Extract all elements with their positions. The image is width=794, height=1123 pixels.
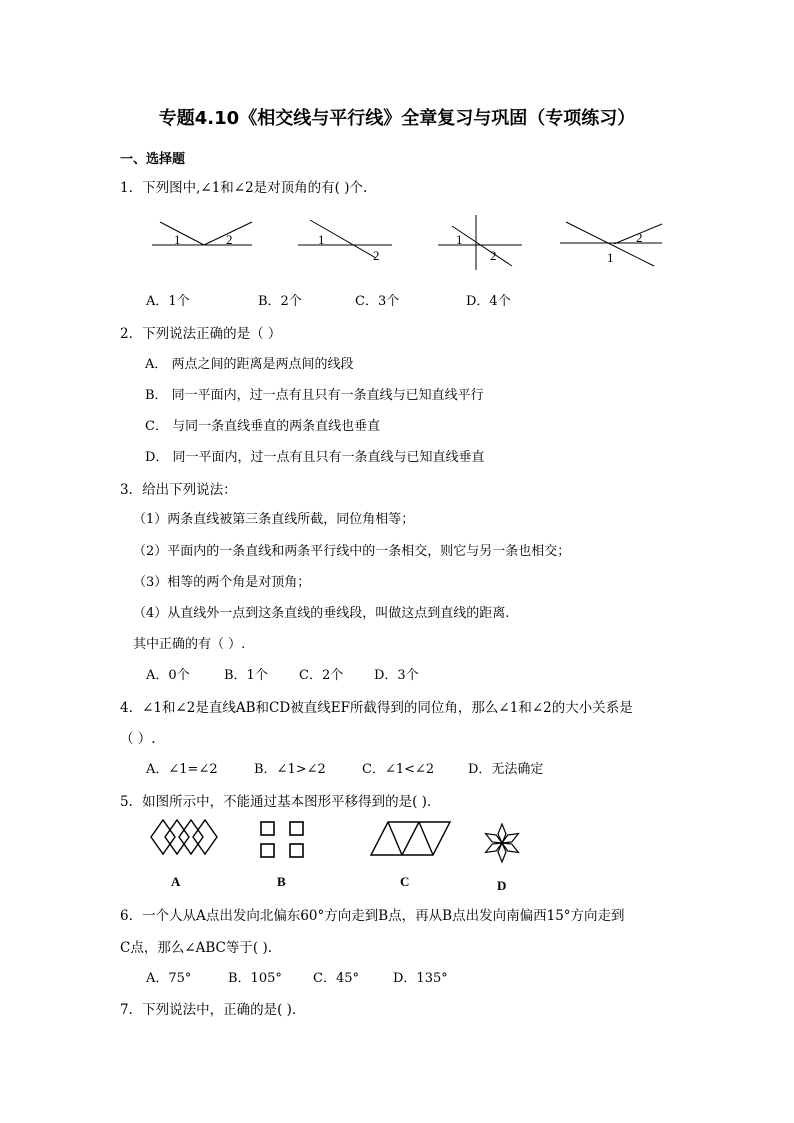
q1-figures bbox=[140, 210, 680, 270]
q1-figure-1 bbox=[152, 222, 252, 245]
q2-option-c[interactable]: C． 与同一条直线垂直的两条直线也垂直 bbox=[145, 419, 381, 434]
q4-stem-line2: （ ）. bbox=[120, 731, 156, 747]
q5-figure-a bbox=[151, 820, 217, 854]
q5-figure-b bbox=[261, 822, 303, 857]
q1-option-d[interactable]: D．4个 bbox=[466, 294, 511, 309]
q3-ask: 其中正确的有（ ）. bbox=[133, 637, 246, 652]
q2-option-a[interactable]: A． 两点之间的距离是两点间的线段 bbox=[145, 357, 354, 372]
q5-label-b: B bbox=[277, 874, 286, 889]
q1-option-c[interactable]: C．3个 bbox=[355, 294, 400, 309]
q3-option-a[interactable]: A．0个 bbox=[146, 668, 190, 683]
q6-option-c[interactable]: C．45° bbox=[313, 971, 359, 986]
q5-label-d: D bbox=[497, 878, 507, 893]
q4-option-d[interactable]: D．无法确定 bbox=[468, 762, 544, 777]
q1-fig4-label-1: 1 bbox=[607, 250, 614, 265]
q1-option-a[interactable]: A．1个 bbox=[146, 294, 190, 309]
q1-fig1-label-1: 1 bbox=[174, 232, 181, 247]
q6-option-b[interactable]: B．105° bbox=[228, 971, 282, 986]
q3-item-1: （1）两条直线被第三条直线所截，同位角相等； bbox=[133, 512, 415, 527]
q3-option-d[interactable]: D．3个 bbox=[374, 668, 419, 683]
q1-option-b[interactable]: B．2个 bbox=[258, 294, 302, 309]
q5-figures bbox=[140, 812, 540, 896]
q4-option-a[interactable]: A．∠1=∠2 bbox=[146, 762, 218, 777]
q5-label-c: C bbox=[400, 874, 410, 889]
q1-figure-3 bbox=[438, 215, 522, 270]
q3-option-b[interactable]: B．1个 bbox=[224, 668, 268, 683]
q7-stem: 7．下列说法中，正确的是( ). bbox=[120, 1002, 297, 1018]
q4-option-b[interactable]: B．∠1>∠2 bbox=[254, 762, 326, 777]
q3-item-4: （4）从直线外一点到这条直线的垂线段，叫做这点到直线的距离. bbox=[133, 606, 510, 621]
q3-option-c[interactable]: C．2个 bbox=[299, 668, 344, 683]
q1-fig2-label-2: 2 bbox=[373, 248, 380, 263]
q6-option-a[interactable]: A．75° bbox=[146, 971, 192, 986]
section-heading: 一、选择题 bbox=[120, 152, 186, 167]
q3-stem: 3．给出下列说法： bbox=[120, 482, 237, 498]
q4-stem-line1: 4．∠1和∠2是直线AB和CD被直线EF所截得到的同位角，那么∠1和∠2的大小关系是 bbox=[120, 700, 633, 716]
q6-option-d[interactable]: D．135° bbox=[393, 971, 448, 986]
q1-fig3-label-2: 2 bbox=[490, 248, 497, 263]
q1-fig3-label-1: 1 bbox=[456, 232, 463, 247]
q5-figure-c bbox=[371, 822, 450, 855]
q3-item-3: （3）相等的两个角是对顶角； bbox=[133, 575, 311, 590]
q1-stem: 1．下列图中,∠1和∠2是对顶角的有( )个. bbox=[120, 180, 368, 196]
q5-figure-d bbox=[484, 824, 521, 862]
q6-stem-line2: C点，那么∠ABC等于( ). bbox=[120, 940, 273, 956]
q3-item-2: （2）平面内的一条直线和两条平行线中的一条相交，则它与另一条也相交； bbox=[133, 544, 571, 559]
q2-option-d[interactable]: D． 同一平面内，过一点有且只有一条直线与已知直线垂直 bbox=[145, 450, 485, 465]
q1-fig4-label-2: 2 bbox=[636, 230, 643, 245]
q6-stem-line1: 6．一个人从A点出发向北偏东60°方向走到B点，再从B点出发向南偏西15°方向走到 bbox=[120, 908, 625, 924]
page-title: 专题4.10《相交线与平行线》全章复习与巩固（专项练习） bbox=[158, 108, 636, 129]
q2-option-b[interactable]: B． 同一平面内，过一点有且只有一条直线与已知直线平行 bbox=[145, 388, 484, 403]
q1-fig2-label-1: 1 bbox=[318, 232, 325, 247]
q5-label-a: A bbox=[171, 874, 181, 889]
q4-option-c[interactable]: C．∠1<∠2 bbox=[362, 762, 435, 777]
q1-fig1-label-2: 2 bbox=[226, 232, 233, 247]
q5-stem: 5．如图所示中，不能通过基本图形平移得到的是( ). bbox=[120, 794, 432, 810]
q2-stem: 2．下列说法正确的是（ ） bbox=[120, 326, 282, 342]
